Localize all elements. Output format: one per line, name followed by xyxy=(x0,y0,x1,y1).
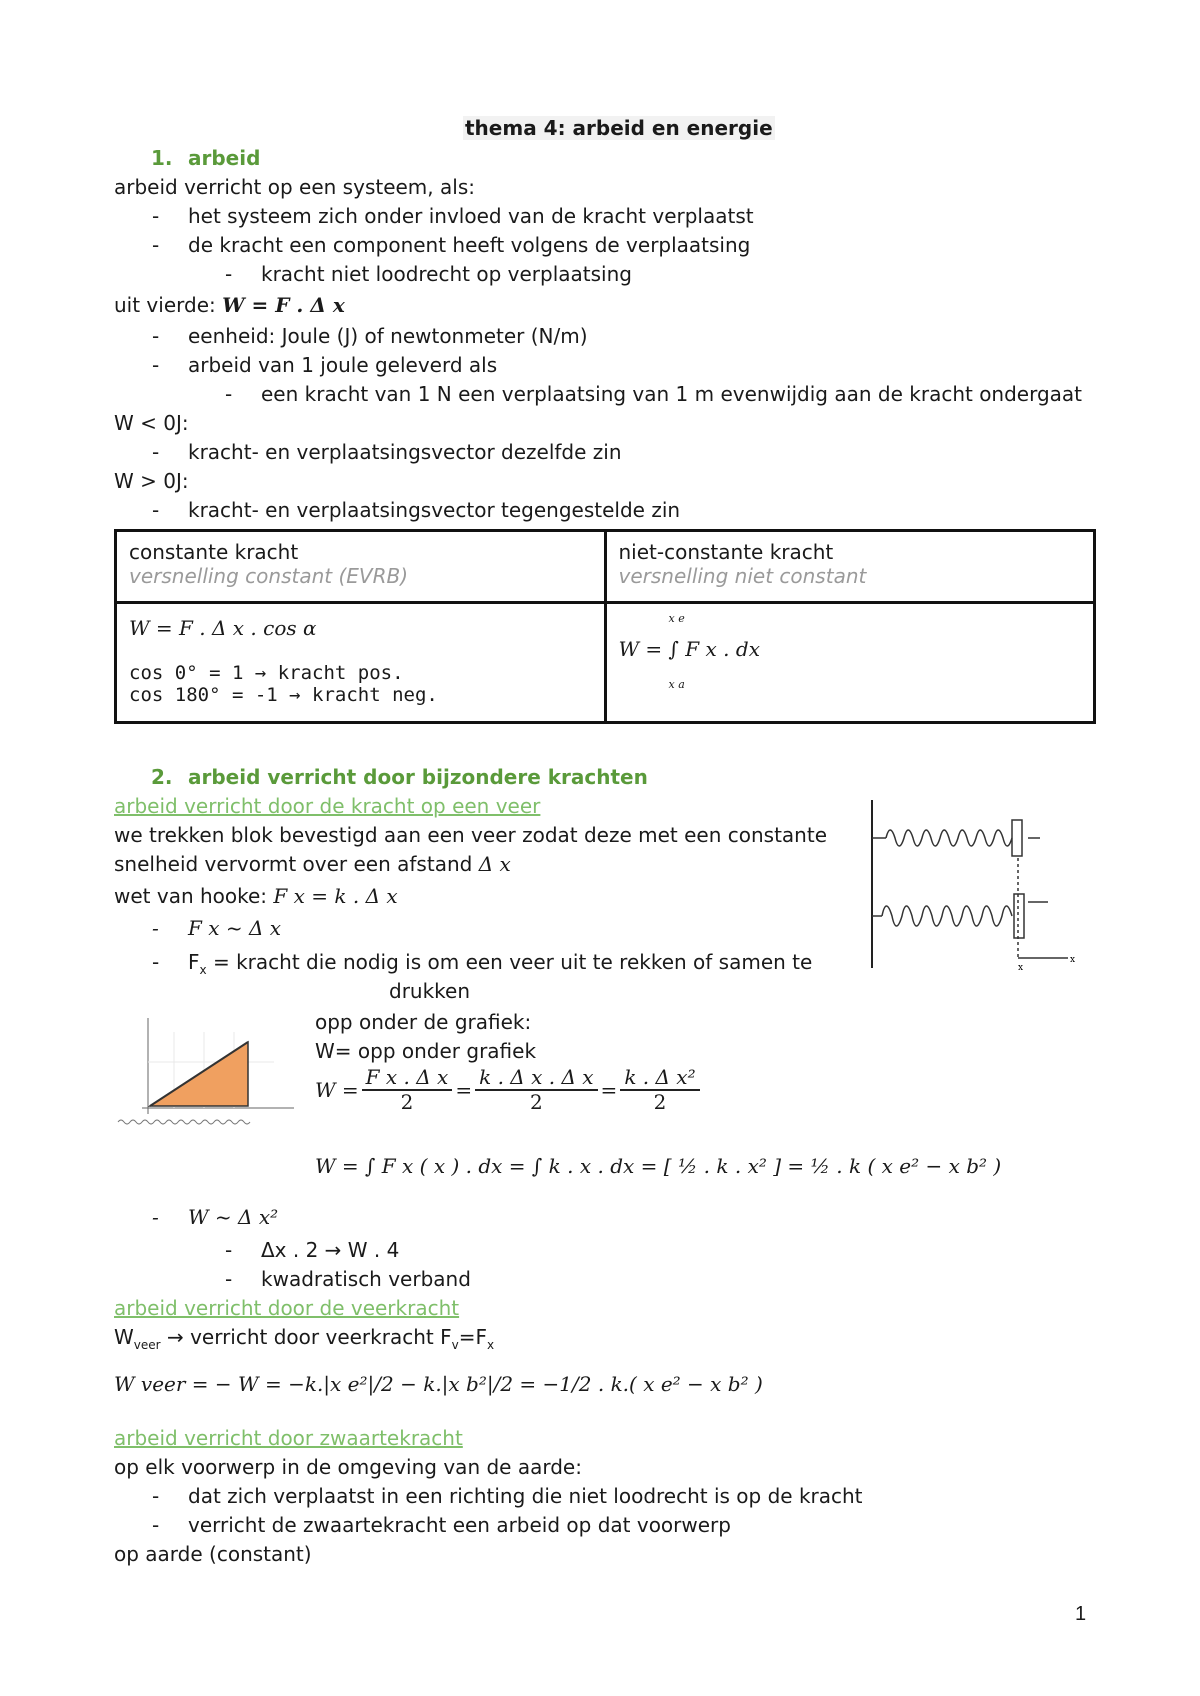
fx-definition-cont: drukken xyxy=(389,979,471,1003)
col2-formula: W = ∫ F x . dx xyxy=(618,637,760,661)
fv-subscript: v xyxy=(451,1338,459,1352)
spring-delta-x: Δ x xyxy=(478,852,511,876)
formula-label: uit vierde: xyxy=(114,293,216,317)
subheading-gravity-work[interactable]: arbeid verricht door zwaartekracht xyxy=(114,1426,463,1450)
hooke-line xyxy=(114,884,398,908)
wveer-definition xyxy=(114,1325,494,1352)
eq1-fraction-1 xyxy=(362,1066,453,1114)
col1-heading: constante kracht xyxy=(129,540,299,564)
integral-upper-limit: x e xyxy=(668,612,685,625)
table-head-nonconstant xyxy=(605,531,1095,603)
area-text-1: opp onder de grafiek: xyxy=(315,1010,532,1034)
col1-line-1: cos 0° = 1 → kracht pos. xyxy=(129,662,404,684)
spring-paragraph-2-text: snelheid vervormt over een afstand xyxy=(114,852,473,876)
work-proportional-a: - Δx . 2 → W . 4 xyxy=(261,1238,399,1262)
eq1-fraction-3 xyxy=(620,1066,699,1114)
spring-diagram xyxy=(868,798,1090,974)
work-formula: W = F . Δ x xyxy=(222,293,345,317)
fx-definition xyxy=(188,950,812,977)
eq1-w: W = xyxy=(315,1078,359,1102)
eq1-denominator-3: 2 xyxy=(653,1090,667,1114)
section-1-number: 1. xyxy=(151,146,173,170)
spring-paragraph-1: we trekken blok bevestigd aan een veer zodat deze met een constante xyxy=(114,823,828,847)
wveer-subscript: veer xyxy=(133,1338,161,1352)
s1-bullet-3: - eenheid: Joule (J) of newtonmeter (N/m) xyxy=(188,324,588,348)
eq1-numerator-2: k . Δ x . Δ x xyxy=(475,1066,597,1091)
work-proportional: - W ~ Δ x² xyxy=(188,1205,278,1229)
fx-definition-text: = kracht die nodig is om een veer uit te rekken of samen te xyxy=(206,950,813,974)
w-positive-bullet: - kracht- en verplaatsingsvector tegengestelde zin xyxy=(188,498,680,522)
wveer-symbol: W xyxy=(114,1325,134,1349)
w-negative-bullet: - kracht- en verplaatsingsvector dezelfde zin xyxy=(188,440,622,464)
s1-bullet-4a: - een kracht van 1 N een verplaatsing van 1 m evenwijdig aan de kracht ondergaat xyxy=(261,382,1082,406)
force-comparison-table xyxy=(114,529,1096,724)
integral-lower-limit: x a xyxy=(668,678,685,691)
gravity-bullet-1: - dat zich verplaatst in een richting die niet loodrecht is op de kracht xyxy=(188,1484,863,1508)
eq1-denominator-2: 2 xyxy=(529,1090,543,1114)
work-proportional-b: - kwadratisch verband xyxy=(261,1267,471,1291)
wveer-equation: W veer = − W = −k.|x e²|/2 − k.|x b²|/2 = −1/2 . k.( x e² − x b² ) xyxy=(114,1372,763,1396)
force-displacement-graph xyxy=(114,1012,298,1130)
gravity-bullet-2: - verricht de zwaartekracht een arbeid op dat voorwerp xyxy=(188,1513,731,1537)
col1-line-2: cos 180° = -1 → kracht neg. xyxy=(129,684,438,706)
section-2-number: 2. xyxy=(151,765,173,789)
page-title: thema 4: arbeid en energie xyxy=(465,116,773,140)
eq1-denominator-1: 2 xyxy=(400,1090,414,1114)
work-integral-equation: W = ∫ F x ( x ) . dx = ∫ k . x . dx = [ ½ . k . x² ] = ½ . k ( x e² − x b² ) xyxy=(315,1154,1002,1178)
area-text-2: W= opp onder grafiek xyxy=(315,1039,537,1063)
hooke-formula: F x = k . Δ x xyxy=(273,884,398,908)
col2-subheading: versnelling niet constant xyxy=(618,564,867,588)
fx-symbol: F xyxy=(188,950,200,974)
fx-subscript-2: x xyxy=(486,1338,495,1352)
table-cell-constant xyxy=(116,603,606,723)
diagram-axis-label: x xyxy=(1070,955,1076,965)
gravity-text-1: op elk voorwerp in de omgeving van de aarde: xyxy=(114,1455,582,1479)
spring-paragraph-2 xyxy=(114,852,511,876)
col1-subheading: versnelling constant (EVRB) xyxy=(129,564,409,588)
col1-formula: W = F . Δ x . cos α xyxy=(129,616,317,640)
diagram-x-label: x xyxy=(1018,963,1024,973)
page-number: 1 xyxy=(1075,1603,1087,1625)
s1-bullet-1: - het systeem zich onder invloed van de kracht verplaatst xyxy=(188,204,754,228)
subheading-spring-work[interactable]: arbeid verricht door de veerkracht xyxy=(114,1296,460,1320)
section-2-heading: arbeid verricht door bijzondere krachten xyxy=(188,765,648,789)
subheading-spring-force[interactable]: arbeid verricht door de kracht op een veer xyxy=(114,794,541,818)
formula-line xyxy=(114,293,345,317)
wveer-equals: =F xyxy=(458,1325,487,1349)
col2-heading: niet-constante kracht xyxy=(618,540,834,564)
s1-intro: arbeid verricht op een systeem, als: xyxy=(114,175,475,199)
s1-bullet-2: - de kracht een component heeft volgens de verplaatsing xyxy=(188,233,750,257)
w-positive-label: W > 0J: xyxy=(114,469,189,493)
gravity-text-2: op aarde (constant) xyxy=(114,1542,312,1566)
section-1-heading: arbeid xyxy=(188,146,261,170)
table-cell-nonconstant xyxy=(605,603,1095,723)
w-negative-label: W < 0J: xyxy=(114,411,189,435)
eq1-numerator-1: F x . Δ x xyxy=(362,1066,453,1091)
eq1-fraction-2 xyxy=(475,1066,597,1114)
table-head-constant xyxy=(116,531,606,603)
s1-bullet-2a: - kracht niet loodrecht op verplaatsing xyxy=(261,262,632,286)
hooke-label: wet van hooke: xyxy=(114,884,268,908)
hooke-proportionality: - F x ~ Δ x xyxy=(188,916,281,940)
work-area-equation: W = $\frac{\text{F x . Δ x}}{2}$ = $\frac{\text{k . Δ x . Δ x}}{2}$ = $\frac{\text{k . Δ x²}}{2}$ xyxy=(315,1066,703,1114)
s1-bullet-4: - arbeid van 1 joule geleverd als xyxy=(188,353,497,377)
eq1-numerator-3: k . Δ x² xyxy=(620,1066,699,1091)
wveer-text: → verricht door veerkracht F xyxy=(160,1325,452,1349)
fx-subscript: x xyxy=(199,963,207,977)
